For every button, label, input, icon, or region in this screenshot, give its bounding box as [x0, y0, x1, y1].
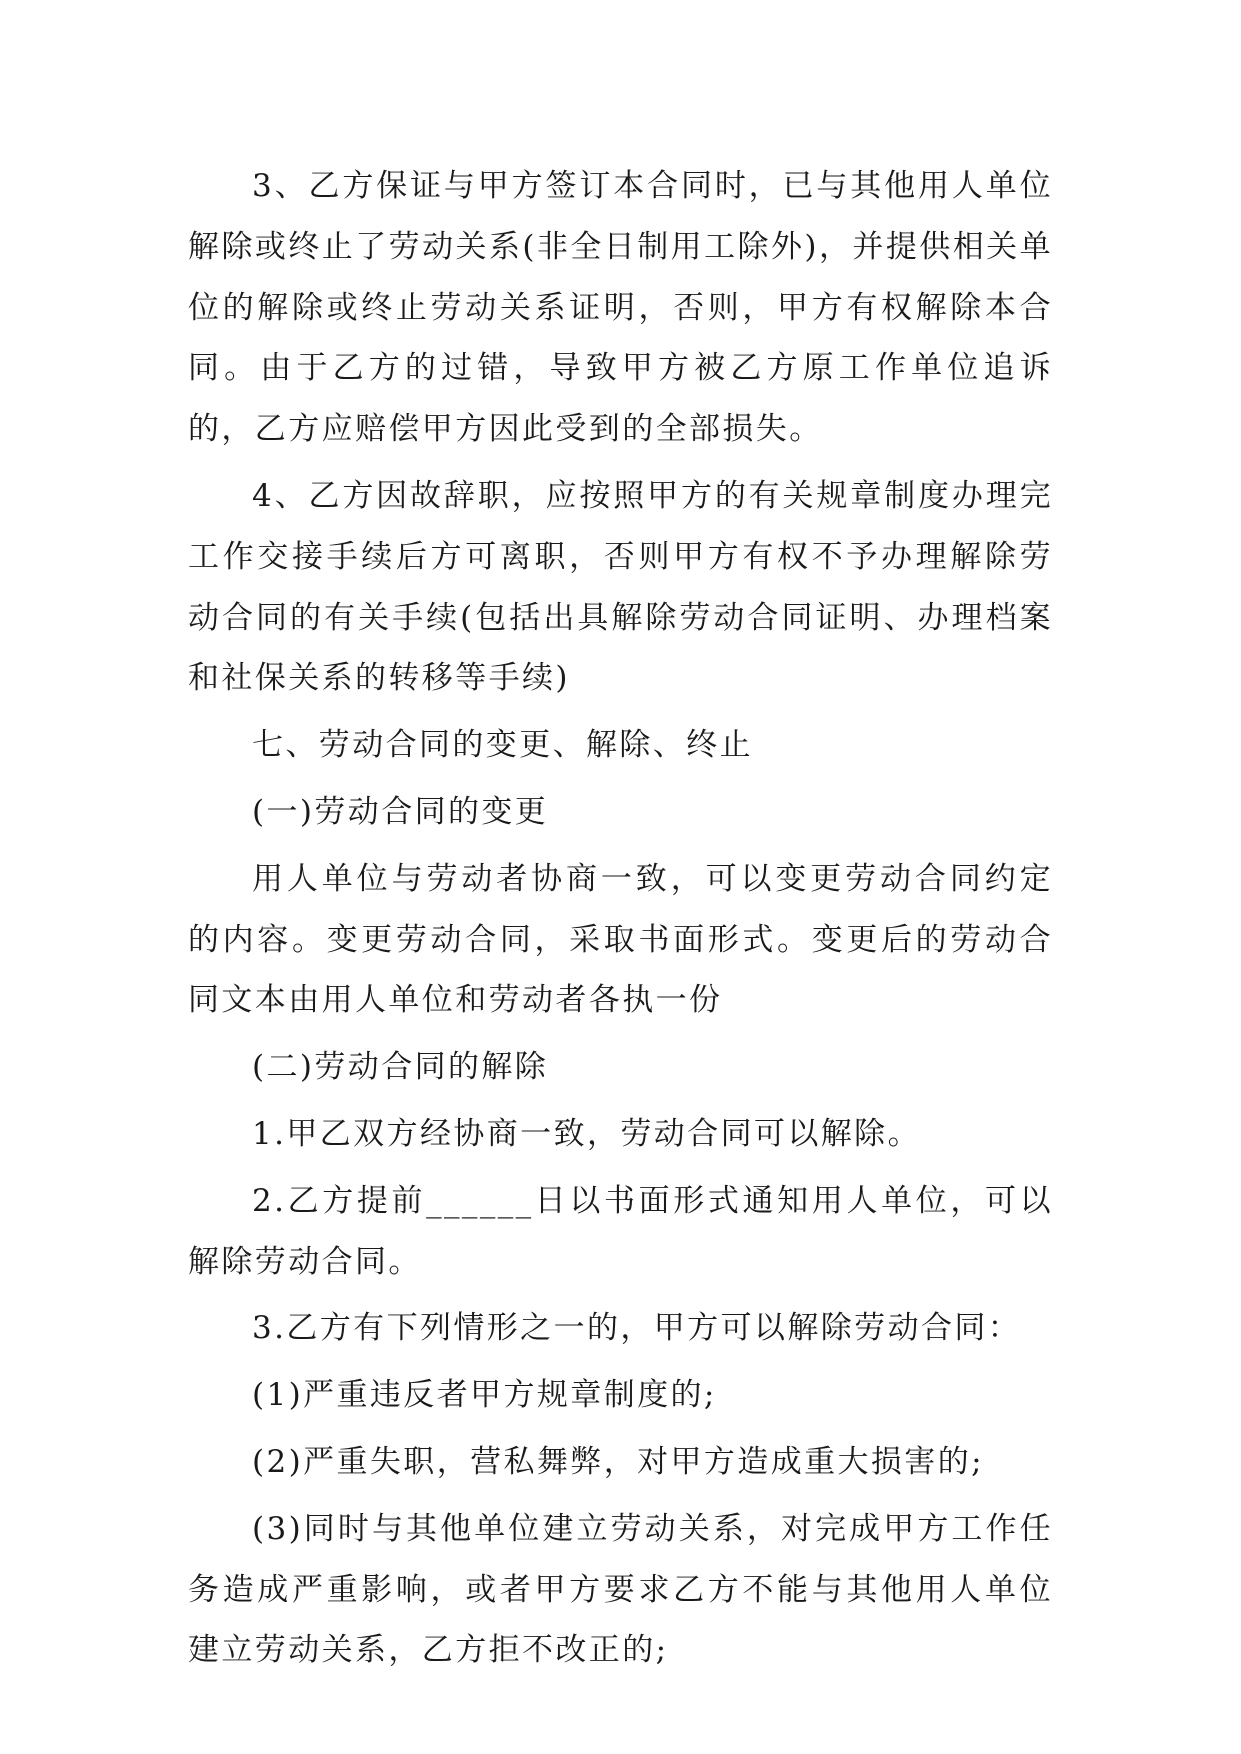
paragraph-subitem-1: (1)严重违反者甲方规章制度的;: [252, 1377, 717, 1414]
paragraph-termination-item-2: 2.乙方提前______日以书面形式通知用人单位，可以解除劳动合同。: [188, 1182, 1053, 1280]
paragraph-subitem-3: (3)同时与其他单位建立劳动关系，对完成甲方工作任务造成严重影响，或者甲方要求乙方不能与其他用人单位建立劳动关系，乙方拒不改正的;: [188, 1510, 1053, 1669]
paragraph-termination-item-1: 1.甲乙双方经协商一致，劳动合同可以解除。: [252, 1115, 921, 1152]
subheading-contract-termination: (二)劳动合同的解除: [252, 1049, 549, 1086]
paragraph-termination-item-3: 3.乙方有下列情形之一的，甲方可以解除劳动合同：: [252, 1310, 1022, 1347]
paragraph-clause-3-prior-employment: 3、乙方保证与甲方签订本合同时，已与其他用人单位解除或终止了劳动关系(非全日制用工除外)，并提供相关单位的解除或终止劳动关系证明，否则，甲方有权解除本合同。由于乙方的过错，导致甲方被乙方原工作单位追诉的，乙方应赔偿甲方因此受到的全部损失。: [188, 168, 1053, 448]
paragraph-subitem-2: (2)严重失职，营私舞弊，对甲方造成重大损害的;: [252, 1443, 984, 1480]
document-body: [188, 156, 1053, 1681]
subheading-contract-change: (一)劳动合同的变更: [252, 793, 549, 830]
paragraph-clause-4-resignation: 4、乙方因故辞职，应按照甲方的有关规章制度办理完工作交接手续后方可离职，否则甲方有权不予办理解除劳动合同的有关手续(包括出具解除劳动合同证明、办理档案和社保关系的转移等手续): [188, 477, 1053, 697]
section-heading-change-termination: 七、劳动合同的变更、解除、终止: [252, 727, 753, 764]
paragraph-contract-change-body: 用人单位与劳动者协商一致，可以变更劳动合同约定的内容。变更劳动合同，采取书面形式。变更后的劳动合同文本由用人单位和劳动者各执一份: [188, 860, 1053, 1019]
